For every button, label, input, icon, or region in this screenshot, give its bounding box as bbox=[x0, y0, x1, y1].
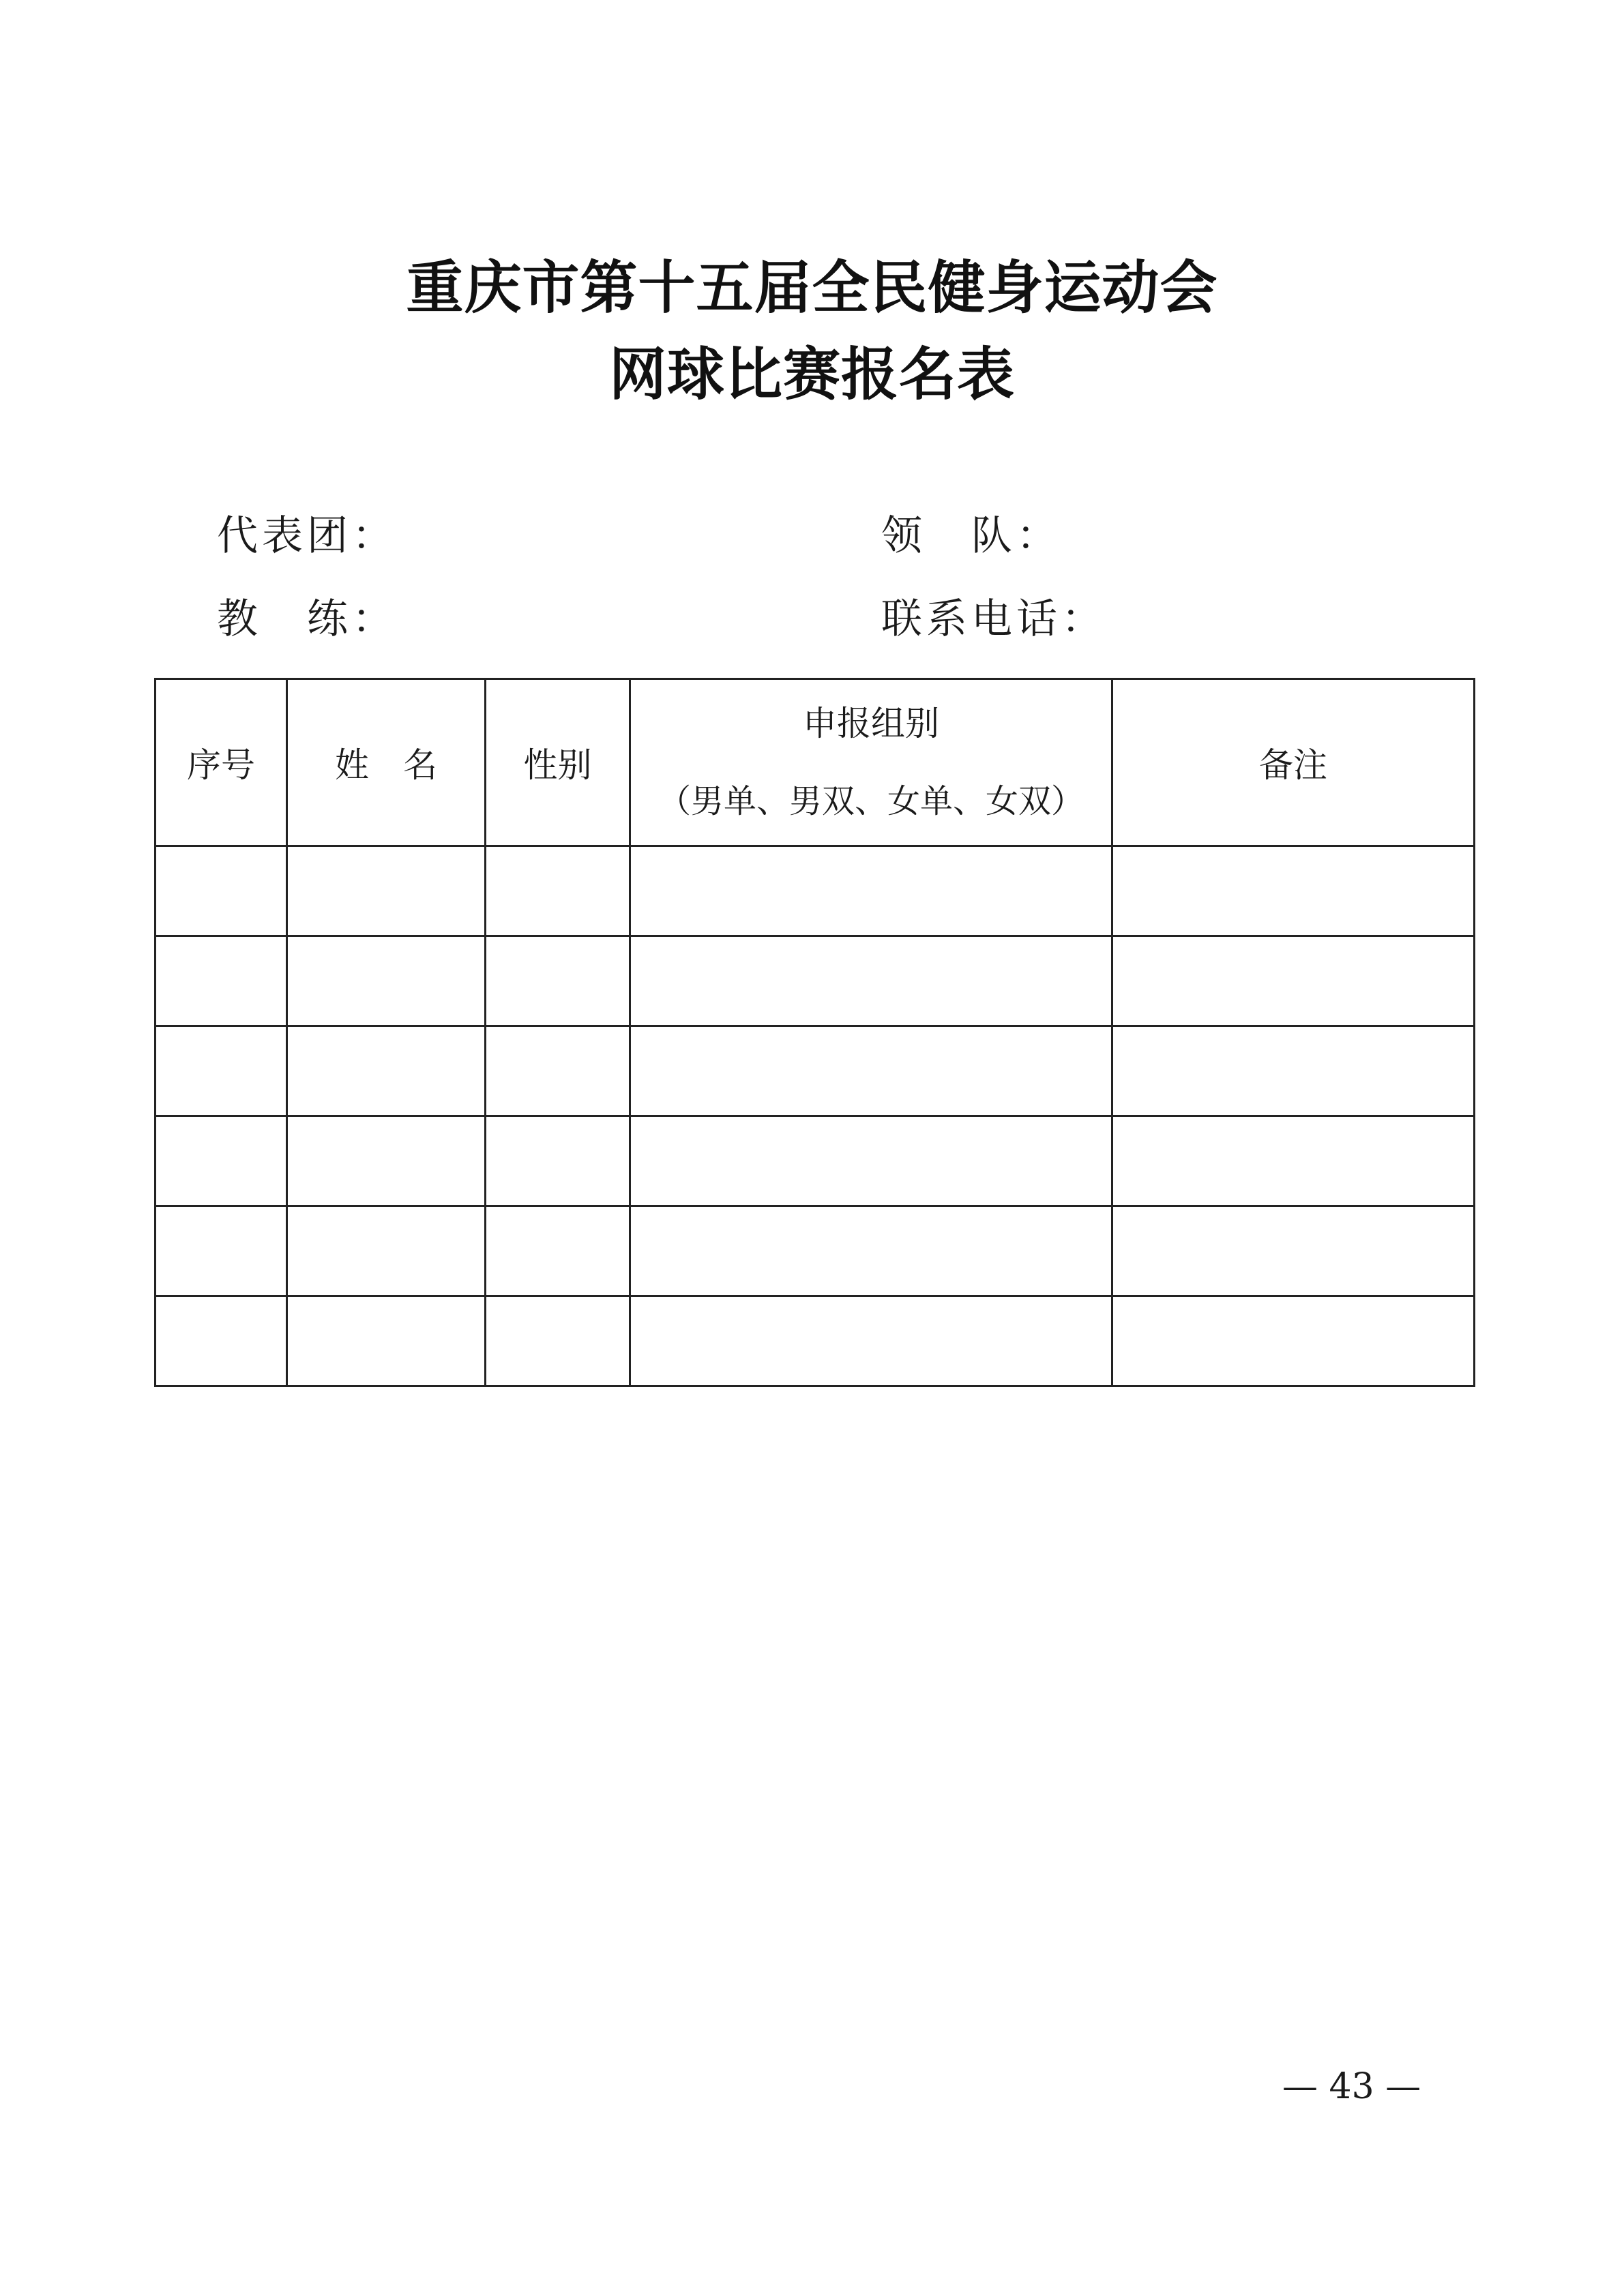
registration-table bbox=[154, 678, 1475, 1387]
cell-name[interactable] bbox=[287, 1296, 486, 1386]
cell-gender[interactable] bbox=[486, 1116, 630, 1206]
team-leader-label: 领 队： bbox=[881, 512, 1061, 560]
cell-seq[interactable] bbox=[156, 936, 287, 1026]
header-name: 姓 名 bbox=[287, 679, 486, 846]
document-title: 重庆市第十五届全民健身运动会 bbox=[406, 254, 1218, 321]
cell-event[interactable] bbox=[630, 1026, 1112, 1116]
page-number: — 43 — bbox=[1282, 2066, 1421, 2107]
delegation-label: 代表团： bbox=[217, 512, 397, 560]
cell-gender[interactable] bbox=[486, 1296, 630, 1386]
cell-remark[interactable] bbox=[1112, 1296, 1475, 1386]
header-gender: 性别 bbox=[486, 679, 630, 846]
cell-event[interactable] bbox=[630, 936, 1112, 1026]
cell-seq[interactable] bbox=[156, 1026, 287, 1116]
header-remark: 备注 bbox=[1112, 679, 1475, 846]
contact-phone-label: 联系电话： bbox=[881, 595, 1106, 643]
table-row bbox=[156, 936, 1475, 1026]
table-row bbox=[156, 1296, 1475, 1386]
table-row bbox=[156, 1116, 1475, 1206]
header-event-options: （男单、男双、女单、女双） bbox=[658, 782, 1084, 820]
cell-event[interactable] bbox=[630, 1206, 1112, 1296]
cell-remark[interactable] bbox=[1112, 1206, 1475, 1296]
table-row bbox=[156, 846, 1475, 936]
cell-remark[interactable] bbox=[1112, 1116, 1475, 1206]
cell-name[interactable] bbox=[287, 1206, 486, 1296]
cell-event[interactable] bbox=[630, 846, 1112, 936]
cell-seq[interactable] bbox=[156, 1116, 287, 1206]
cell-gender[interactable] bbox=[486, 936, 630, 1026]
cell-remark[interactable] bbox=[1112, 846, 1475, 936]
cell-gender[interactable] bbox=[486, 846, 630, 936]
table-row bbox=[156, 1206, 1475, 1296]
header-seq: 序号 bbox=[156, 679, 287, 846]
header-event-main: 申报组别 bbox=[803, 704, 939, 743]
cell-seq[interactable] bbox=[156, 1206, 287, 1296]
coach-label: 教 练： bbox=[217, 595, 397, 643]
table-header-row bbox=[156, 679, 1475, 846]
document-subtitle: 网球比赛报名表 bbox=[608, 340, 1015, 408]
cell-name[interactable] bbox=[287, 846, 486, 936]
cell-remark[interactable] bbox=[1112, 1026, 1475, 1116]
cell-gender[interactable] bbox=[486, 1206, 630, 1296]
cell-remark[interactable] bbox=[1112, 936, 1475, 1026]
table-row bbox=[156, 1026, 1475, 1116]
header-event bbox=[630, 679, 1112, 846]
cell-event[interactable] bbox=[630, 1296, 1112, 1386]
cell-gender[interactable] bbox=[486, 1026, 630, 1116]
cell-name[interactable] bbox=[287, 1026, 486, 1116]
cell-event[interactable] bbox=[630, 1116, 1112, 1206]
cell-seq[interactable] bbox=[156, 1296, 287, 1386]
cell-seq[interactable] bbox=[156, 846, 287, 936]
cell-name[interactable] bbox=[287, 1116, 486, 1206]
cell-name[interactable] bbox=[287, 936, 486, 1026]
